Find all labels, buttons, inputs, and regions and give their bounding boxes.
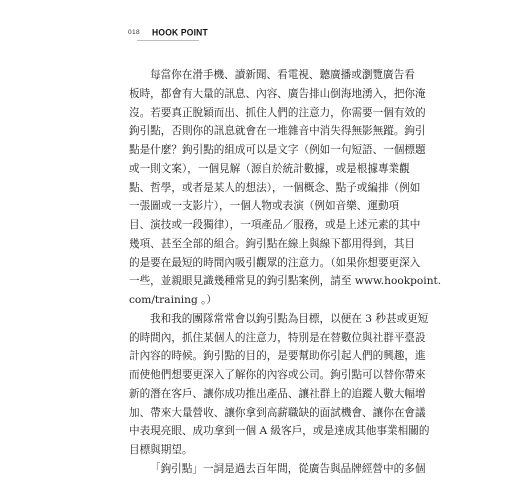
- text-line: 沒。若要真正脫穎而出、抓住人們的注意力，你需要一個有效的: [129, 106, 426, 119]
- text-line: 目、演技或一段獨律），一項產品／服務，或是上述元素的其中: [129, 219, 421, 231]
- text-line: 鉤引點，否則你的訊息就會在一堆雜音中消失得無影無蹤。鉤引: [129, 125, 426, 138]
- text-line: 或一則文案），一個見解（源自於統計數據，或是根據專業觀: [129, 162, 410, 175]
- text-line: 我和我的團隊常常會以鉤引點為目標，以便在 3 秒甚或更短: [150, 312, 429, 325]
- text-line: 加、帶來大量營收、讓你拿到高薪職缺的面試機會、讓你在會議: [129, 406, 426, 419]
- text-line: 而使他們想要更深入了解你的內容或公司。鉤引點可以替你帶來: [129, 369, 426, 381]
- paragraph-2: [129, 310, 430, 460]
- text-line: com/training 。）: [129, 294, 218, 306]
- text-line: 點是什麼？鉤引點的組成可以是文字（例如一句短語、一個標題: [129, 144, 426, 156]
- text-line: 的時間內，抓住某個人的注意力，特別是在替數位與社群平臺設: [129, 331, 426, 344]
- text-line: 目標與期望。: [129, 444, 193, 456]
- text-line: 板時，都會有大量的訊息、內容、廣告排山倒海地湧入，把你淹: [129, 87, 426, 100]
- text-line: 幾項、甚至全部的組合。鉤引點在線上與線下都用得到，其目: [129, 237, 416, 250]
- text-line: 一張圖或一支影片），一個人物或表演（例如音樂、運動項: [129, 200, 400, 213]
- text-line: 點、哲學，或者是某人的想法），一個概念、點子或編排（例如: [129, 181, 421, 194]
- paragraph-3: [129, 460, 426, 479]
- text-line: 的是要在最短的時間內吸引觀眾的注意力。（如果你想要更深入: [129, 256, 421, 269]
- page-header: [128, 22, 208, 42]
- text-line: 一些，並親眼見識幾種常見的鉤引點案例，請至 www.hookpoint.: [129, 275, 442, 288]
- text-line: 計內容的時候。鉤引點的目的，是要幫助你引起人們的興趣，進: [129, 350, 426, 363]
- text-line: 「鉤引點」一詞是過去百年間，從廣告與品牌經營中的多個: [150, 462, 426, 475]
- header-rule: [137, 40, 199, 41]
- paragraph-1: [129, 66, 442, 310]
- running-title: HOOK POINT: [152, 26, 208, 38]
- text-line: 每當你在滑手機、讀新聞、看電視、聽廣播或瀏覽廣告看: [150, 69, 415, 81]
- page-number: 018: [128, 28, 141, 36]
- text-line: 新的潛在客戶、讓你成功推出產品、讓社群上的追蹤人數大幅增: [129, 387, 426, 400]
- body-text: [129, 66, 442, 479]
- text-line: 中表現亮眼、成功拿到一個 A 級客戶，或是達成其他事業相關的: [129, 425, 430, 438]
